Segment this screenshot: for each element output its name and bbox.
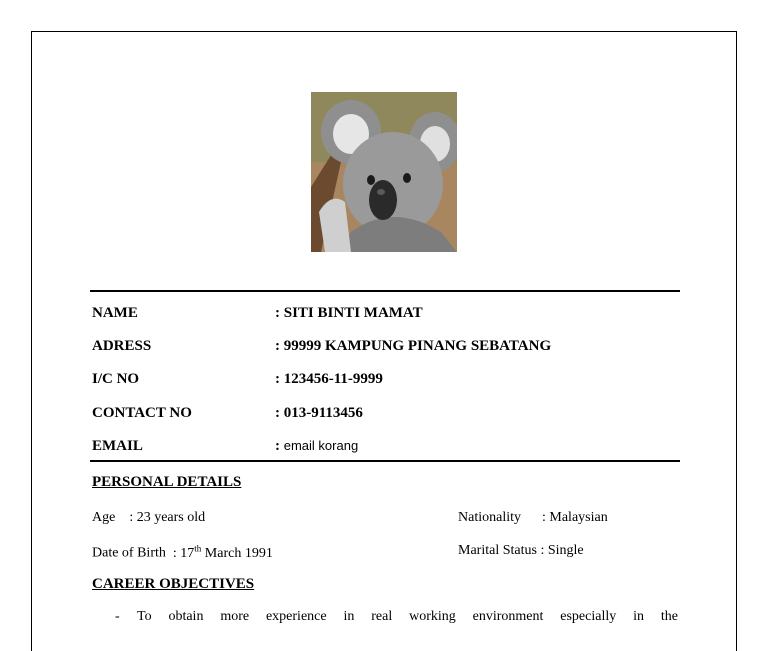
dob-suffix: th [194, 543, 202, 553]
field-row-contact [92, 405, 692, 425]
field-row-address [92, 338, 692, 358]
field-label: NAME [92, 305, 138, 321]
field-label: CONTACT NO [92, 405, 192, 421]
nationality-value: : Malaysian [542, 510, 608, 525]
bullet-dash: - [115, 609, 120, 624]
field-label: EMAIL [92, 438, 143, 454]
field-label: ADRESS [92, 338, 152, 354]
profile-photo [311, 92, 457, 252]
field-value: : SITI BINTI MAMAT [275, 305, 423, 321]
age-value: : 23 years old [129, 510, 206, 525]
bottom-divider [90, 460, 680, 462]
field-row-email [92, 438, 692, 458]
age-label: Age [92, 510, 116, 525]
field-row-ic [92, 371, 692, 391]
dob-day: : 17 [172, 545, 195, 561]
koala-photo-image [311, 92, 457, 252]
field-value: : 123456-11-9999 [275, 371, 383, 387]
objective-text: To obtain more experience in real working environment especially in the [137, 609, 678, 624]
dob-month-year: March 1991 [201, 545, 273, 561]
career-objectives-heading: CAREER OBJECTIVES [92, 576, 255, 592]
dob-label: Date of Birth [92, 545, 166, 561]
field-value: : 013-9113456 [275, 405, 363, 421]
field-row-name [92, 305, 692, 325]
marital-value: : Single [540, 543, 584, 558]
field-label: I/C NO [92, 371, 140, 387]
marital-detail [458, 543, 584, 559]
nationality-label: Nationality [458, 510, 521, 525]
dob-value [172, 543, 273, 561]
age-detail [92, 510, 205, 526]
resume-page [31, 31, 737, 651]
field-value [275, 438, 358, 455]
email-value: email korang [283, 438, 359, 453]
top-divider [90, 290, 680, 292]
marital-label: Marital Status [458, 543, 537, 558]
dob-detail [92, 543, 273, 562]
field-value: : 99999 KAMPUNG PINANG SEBATANG [275, 338, 552, 354]
personal-details-heading: PERSONAL DETAILS [92, 474, 242, 490]
nationality-detail [458, 510, 608, 526]
email-prefix: : [275, 438, 284, 454]
